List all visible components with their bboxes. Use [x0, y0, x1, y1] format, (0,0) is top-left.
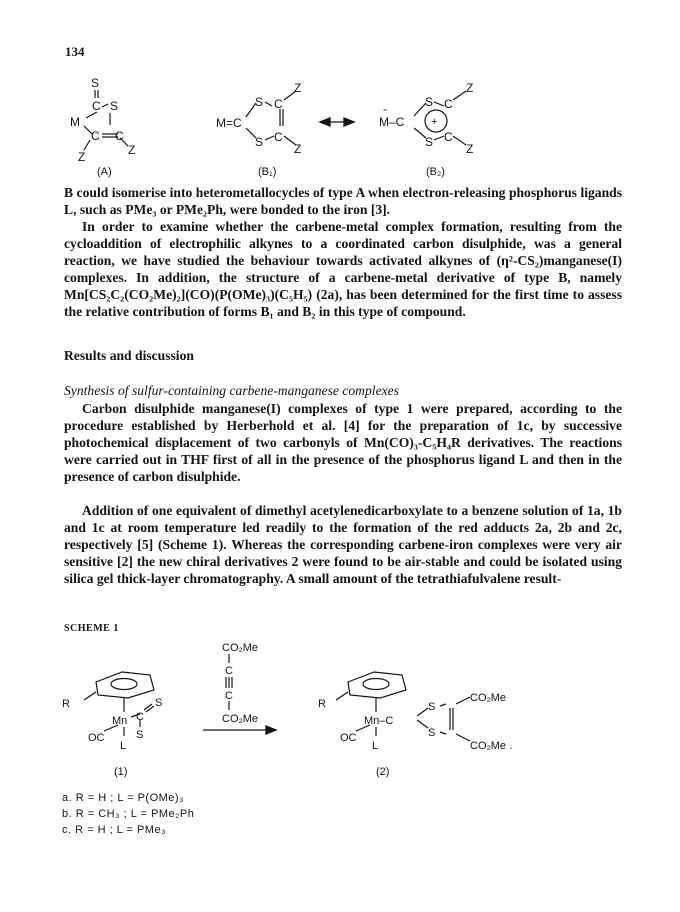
label-b2: (B₂)	[426, 166, 445, 178]
atom-label: S	[110, 99, 119, 113]
resonance-arrow	[320, 118, 354, 126]
variant-c: c. R = H ; L = PMe₃	[62, 824, 167, 836]
paragraph-1: B could isomerise into heterometallocycles of type A when electron-releasing phosphorus ligands L, such as PMe₃ or PMe₂Ph, were bonded to the iron [3].	[64, 185, 622, 217]
atom-label: Mn–C	[364, 715, 394, 727]
paragraph-2: In order to examine whether the carbene-metal complex formation, resulting from the cycloaddition of electrophilic alkynes to a coordinated carbon disulphide, was a general reaction, we have studied the behaviour towards activated alkynes of (η²-CS₂)manganese(I) complexes. In addition, the structure of a carbene-metal derivative of type B, namely Mn[CS₂C₂(CO₂Me)₂](CO)(P(OMe)₃)(C₅H₅) (2a), has been determined for the first time to assess the relative contribution of forms B₁ and B₂ in this type of compound.	[64, 219, 622, 319]
atom-label: Mn	[112, 715, 128, 727]
atom-label: S	[428, 701, 436, 713]
atom-label: C	[92, 99, 101, 113]
atom-label: Z	[128, 143, 136, 157]
product-ester-bottom: CO₂Me .	[470, 740, 513, 752]
structure-b1	[246, 91, 296, 145]
atom-label: Z	[466, 81, 474, 95]
atom-label: S	[255, 95, 264, 109]
atom-label: M=C	[216, 116, 242, 130]
atom-label: C	[274, 97, 283, 111]
atom-label: -	[383, 102, 387, 116]
atom-label: R	[318, 698, 326, 710]
atom-label: C	[444, 130, 453, 144]
atom-label: OC	[88, 732, 105, 744]
paragraph-4: Addition of one equivalent of dimethyl acetylenedicarboxylate to a benzene solution of 1a, 1b and 1c at room temperature led readily to the formation of the red adducts 2a, 2b and 2c, respectively [5] (Scheme 1). Whereas the corresponding carbene-iron complexes were very air sensitive [2] the new chiral derivatives 2 were found to be air-stable and could be isolated using silica gel thick-layer chromatography. A small amount of the tetrathiafulvalene result-	[64, 503, 622, 586]
atom-label: C	[444, 97, 453, 111]
atom-label: C	[91, 129, 100, 143]
structure-figure-top	[0, 0, 680, 200]
atom-label: C	[136, 711, 144, 723]
paragraph-3: Carbon disulphide manganese(I) complexes of type 1 were prepared, according to the procedure established by Herberhold et al. [4] for the preparation of 1c, by successive photochemical displacement of two carbonyls of Mn(CO)₃-C₅H₄R derivatives. The reactions were carried out in THF first of all in the presence of the phosphorus ligand L and then in the presence of carbon disulphide.	[64, 401, 622, 484]
reagent-ester-top: CO₂Me	[222, 642, 259, 654]
plus-sign: +	[431, 116, 438, 128]
atom-label: C	[115, 129, 124, 143]
atom-label: S	[425, 95, 434, 109]
atom-label: C	[225, 690, 233, 702]
atom-label: Z	[294, 81, 302, 95]
atom-label: L	[372, 740, 379, 752]
atom-label: M–C	[379, 115, 405, 129]
atom-label: S	[425, 135, 434, 149]
atom-label: S	[255, 135, 264, 149]
atom-label: M	[70, 115, 80, 129]
label-1: (1)	[114, 766, 128, 778]
atom-label: C	[225, 665, 233, 677]
atom-label: S	[155, 697, 163, 709]
heading-synthesis: Synthesis of sulfur-containing carbene-manganese complexes	[64, 383, 399, 398]
scheme-1-figure	[0, 620, 680, 790]
structure-b2	[414, 91, 466, 145]
atom-label: C	[274, 130, 283, 144]
heading-results: Results and discussion	[64, 348, 194, 363]
product-ester-top: CO₂Me	[470, 692, 507, 704]
variant-b: b. R = CH₃ ; L = PMe₂Ph	[62, 808, 195, 820]
reaction-arrow	[203, 726, 276, 734]
atom-label: R	[62, 698, 70, 710]
atom-label: Z	[294, 142, 302, 156]
reagent-ester-bottom: CO₂Me	[222, 713, 259, 725]
label-b1: (B₁)	[258, 166, 277, 178]
atom-label: Z	[466, 142, 474, 156]
atom-label: S	[91, 76, 100, 90]
atom-label: OC	[340, 732, 357, 744]
compound-2	[336, 672, 470, 741]
atom-label: Z	[78, 150, 86, 164]
atom-label: S	[136, 729, 144, 741]
variant-a: a. R = H ; L = P(OMe)₃	[62, 792, 185, 804]
label-a: (A)	[97, 166, 112, 178]
atom-label: L	[120, 740, 127, 752]
atom-label: S	[428, 727, 436, 739]
scheme-title: SCHEME 1	[64, 623, 119, 634]
page-number: 134	[65, 44, 85, 59]
label-2: (2)	[376, 766, 390, 778]
